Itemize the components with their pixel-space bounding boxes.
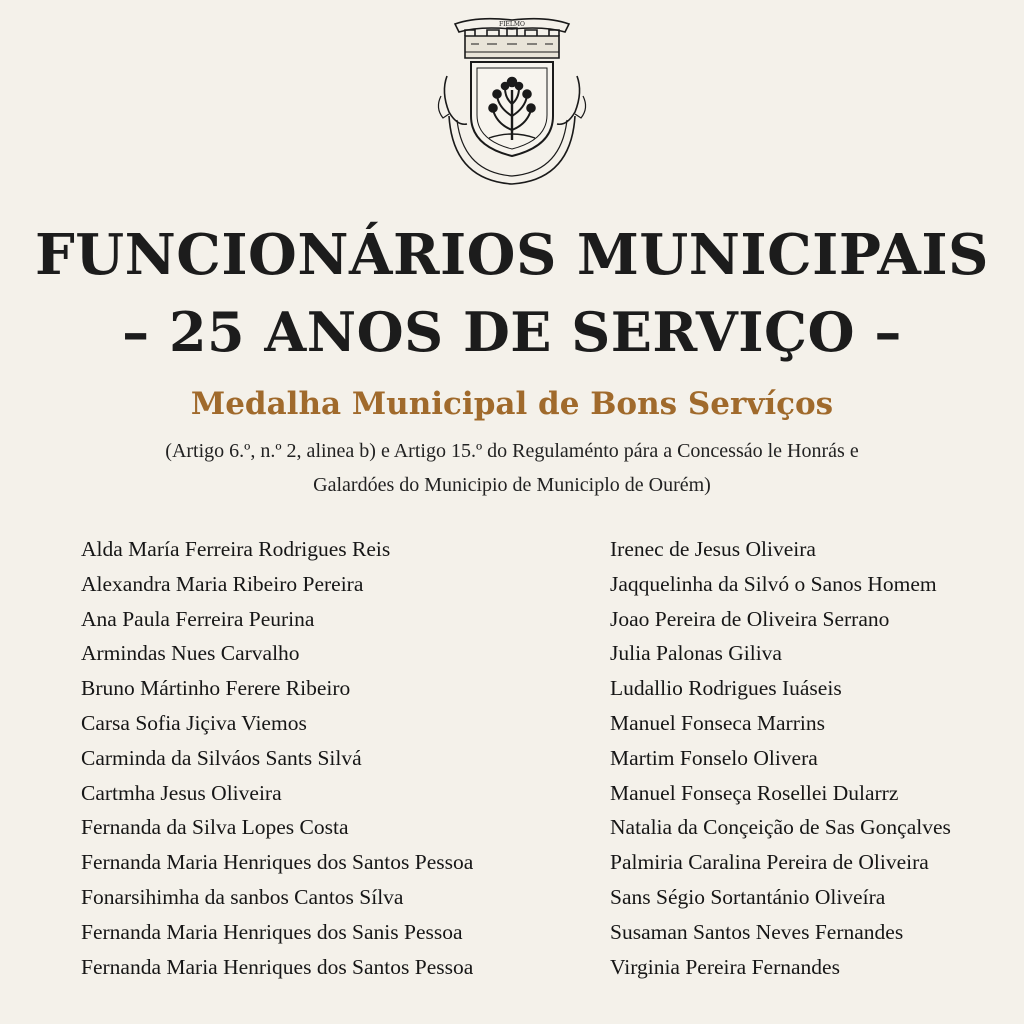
list-item: Martim Fonselo Olivera: [610, 745, 818, 770]
list-item: Virginia Pereira Fernandes: [610, 954, 840, 979]
names-list-right: [610, 532, 1020, 984]
list-item: Susaman Santos Neves Fernandes: [610, 919, 904, 944]
list-item: Alexandra Maria Ribeiro Pereira: [81, 571, 364, 596]
page-title: FUNCIONÁRIOS MUNICIPAIS: [34, 222, 989, 288]
list-item: Julia Palonas Giliva: [610, 641, 782, 666]
list-item: Carminda da Silváos Sants Silvá: [81, 745, 362, 770]
list-item: Alda María Ferreira Rodrigues Reis: [81, 537, 391, 561]
municipal-coat-of-arms: [427, 12, 597, 190]
list-item: Palmiria Caralina Pereira de Oliveira: [610, 850, 929, 875]
list-item: Fernanda da Silva Lopes Costa: [81, 815, 349, 840]
list-item: Sans Ségio Sortantánio Oliveíra: [610, 884, 886, 909]
list-item: Bruno Mártinho Ferere Ribeiro: [81, 676, 351, 701]
regulation-note-line2: Galardóes do Municipio de Municiplo de Ourém): [313, 474, 711, 496]
list-item: Natalia da Conçeição de Sas Gonçalves: [610, 815, 951, 840]
page-title-service-years: – 25 ANOS DE SERVIÇO –: [122, 300, 902, 364]
list-item: Irenec de Jesus Oliveira: [610, 537, 816, 561]
list-item: Carsa Sofia Jiçiva Viemos: [81, 710, 307, 735]
list-item: Armindas Nues Carvalho: [81, 641, 300, 666]
list-item: Ana Paula Ferreira Peurina: [81, 606, 315, 631]
list-item: Cartmha Jesus Oliveira: [81, 780, 282, 805]
medal-subtitle: Medalha Municipal de Bons Servíços: [190, 386, 834, 422]
list-item: Fernanda Maria Henriques dos Santos Pessoa: [81, 954, 474, 979]
list-item: Manuel Fonseca Marrins: [610, 710, 825, 735]
list-item: Fonarsihimha da sanbos Cantos Sílva: [81, 884, 404, 909]
crest-motto: FIELMO: [499, 21, 525, 28]
regulation-note-line1: (Artigo 6.º, n.º 2, alinea b) e Artigo 15.º do Regulaménto pára a Concessáo le Honrás e: [165, 440, 859, 462]
list-item: Fernanda Maria Henriques dos Santos Pessoa: [81, 850, 474, 875]
names-list-left: [81, 532, 581, 984]
list-item: Ludallio Rodrigues Iuáseis: [610, 676, 842, 701]
list-item: Joao Pereira de Oliveira Serrano: [610, 606, 890, 631]
list-item: Fernanda Maria Henriques dos Sanis Pessoa: [81, 919, 463, 944]
list-item: Jaqquelinha da Silvó o Sanos Homem: [610, 571, 937, 596]
list-item: Manuel Fonseça Rosellei Dularrz: [610, 780, 899, 805]
